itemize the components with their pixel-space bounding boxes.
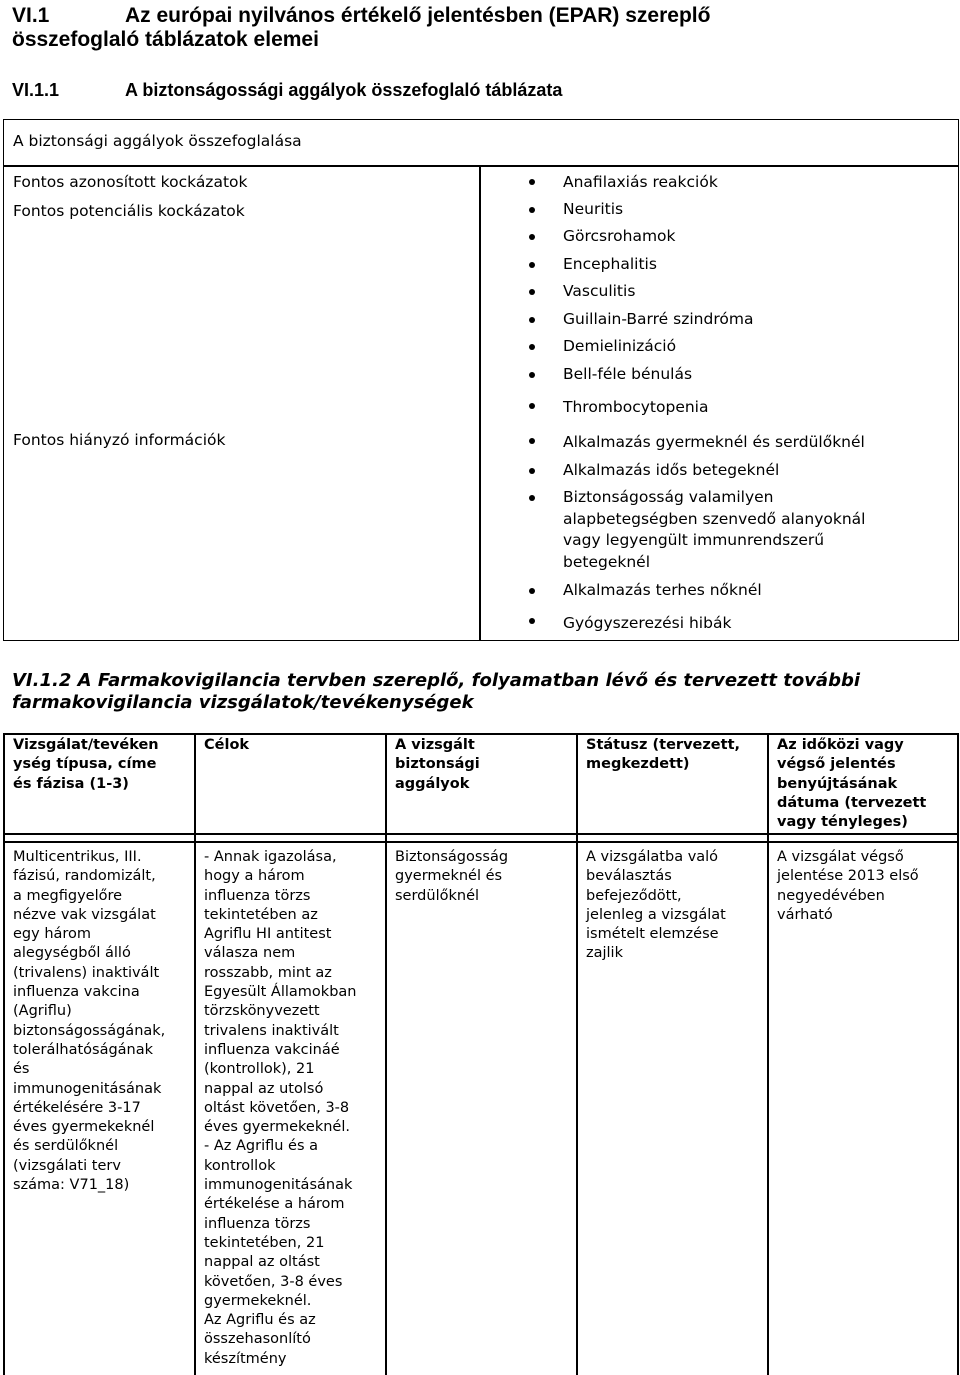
- risk-item: Guillain-Barré szindróma: [563, 310, 754, 328]
- row-label-identified-risks: Fontos azonosított kockázatok: [13, 173, 248, 191]
- section-2-number: VI.1.2: [12, 670, 72, 691]
- bullet-icon: [529, 289, 535, 295]
- missing-info-item: Alkalmazás gyermeknél és serdülőknél: [563, 433, 865, 451]
- table-divider: [3, 733, 5, 1375]
- pv-header-type: Vizsgálat/tevéken ység típusa, címe és fázisa (1-3): [13, 737, 159, 792]
- section-2-title-line2: farmakovigilancia vizsgálatok/tevékenységek: [12, 692, 474, 713]
- risk-item: Encephalitis: [563, 255, 657, 273]
- bullet-icon: [529, 438, 535, 444]
- bullet-icon: [529, 317, 535, 323]
- table-divider: [385, 733, 387, 1375]
- risk-item: Görcsrohamok: [563, 227, 676, 245]
- bullet-icon: [529, 234, 535, 240]
- bullet-icon: [529, 179, 535, 185]
- risk-item: Thrombocytopenia: [563, 398, 709, 416]
- table-divider: [479, 165, 481, 641]
- risk-item: Vasculitis: [563, 282, 636, 300]
- bullet-icon: [529, 344, 535, 350]
- main-heading-title-line1: Az európai nyilvános értékelő jelentésben (EPAR) szereplő: [125, 4, 711, 27]
- section-2-heading-line1: [12, 670, 860, 691]
- table-divider: [767, 733, 769, 1375]
- pv-cell-safety-concerns: Biztonságosság gyermeknél és serdülőknél: [395, 849, 509, 904]
- bullet-icon: [529, 618, 535, 624]
- table-divider: [194, 733, 196, 1375]
- table-divider: [957, 733, 959, 1375]
- bullet-icon: [529, 588, 535, 594]
- table-divider: [3, 841, 959, 843]
- risk-item: Bell-féle bénulás: [563, 365, 693, 383]
- table-divider: [3, 833, 959, 835]
- safety-table-header: A biztonsági aggályok összefoglalása: [13, 132, 302, 150]
- row-label-missing-info: Fontos hiányzó információk: [13, 431, 226, 449]
- risk-item: Anafilaxiás reakciók: [563, 173, 718, 191]
- pv-cell-objectives: - Annak igazolása, hogy a három influenza törzs tekintetében az Agriflu HI antitest válasza nem rosszabb, mint az Egyesült Államokban törzskönyvezett trivalens inaktivált influenza vakcináé (kontrollok), 21 nappal az utolsó oltást követően, 3-8 éves gyermekeknél. - Az Agriflu és a kontrollok immunogenitásának értékelése a három influenza törzs tekintetében, 21 nappal az oltást követően, 3-8 éves gyermekeknél. Az Agriflu és az összehasonlító készítmény: [204, 849, 357, 1367]
- table-divider: [3, 733, 959, 735]
- bullet-icon: [529, 372, 535, 378]
- pv-header-report-date: Az időközi vagy végső jelentés benyújtásának dátuma (tervezett vagy tényleges): [777, 737, 927, 831]
- bullet-icon: [529, 403, 535, 409]
- bullet-icon: [529, 468, 535, 474]
- table-divider: [576, 733, 578, 1375]
- pv-header-safety-concerns: A vizsgált biztonsági aggályok: [395, 737, 480, 792]
- pv-cell-report-date: A vizsgálat végső jelentése 2013 első negyedévében várható: [777, 849, 919, 923]
- pv-cell-status: A vizsgálatba való beválasztás befejeződött, jelenleg a vizsgálat ismételt elemzése zajlik: [586, 849, 726, 962]
- sub-heading-number: VI.1.1: [12, 80, 60, 100]
- pv-header-status: Státusz (tervezett, megkezdett): [586, 737, 741, 773]
- main-heading-title-line2: összefoglaló táblázatok elemei: [12, 28, 319, 51]
- bullet-icon: [529, 262, 535, 268]
- row-label-potential-risks: Fontos potenciális kockázatok: [13, 202, 245, 220]
- pv-cell-study-description: Multicentrikus, III. fázisú, randomizált, a megfigyelőre nézve vak vizsgálat egy három alegységből álló (trivalens) inaktivált influenza vakcina (Agriflu) biztonságosságának, tolerálhatóságának és immunogenitásának értékelésére 3-17 éves gyermekeknél és serdülőknél (vizsgálati terv száma: V71_18): [13, 849, 166, 1194]
- risk-item: Neuritis: [563, 200, 624, 218]
- risk-item: Demielinizáció: [563, 337, 677, 355]
- missing-info-item: Gyógyszerezési hibák: [563, 614, 732, 632]
- missing-info-item: Alkalmazás idős betegeknél: [563, 461, 780, 479]
- table-divider: [3, 165, 959, 167]
- pv-header-objectives: Célok: [204, 737, 250, 753]
- bullet-icon: [529, 495, 535, 501]
- bullet-icon: [529, 207, 535, 213]
- sub-heading-title: A biztonságossági aggályok összefoglaló táblázata: [125, 80, 563, 100]
- main-heading-number: VI.1: [12, 4, 50, 27]
- missing-info-item: Alkalmazás terhes nőknél: [563, 581, 762, 599]
- section-2-title-line1: A Farmakovigilancia tervben szereplő, folyamatban lévő és tervezett további: [77, 670, 861, 691]
- missing-info-item: Biztonságosság valamilyen alapbetegségben szenvedő alanyoknál vagy legyengült immunrendszerű betegeknél: [563, 488, 866, 571]
